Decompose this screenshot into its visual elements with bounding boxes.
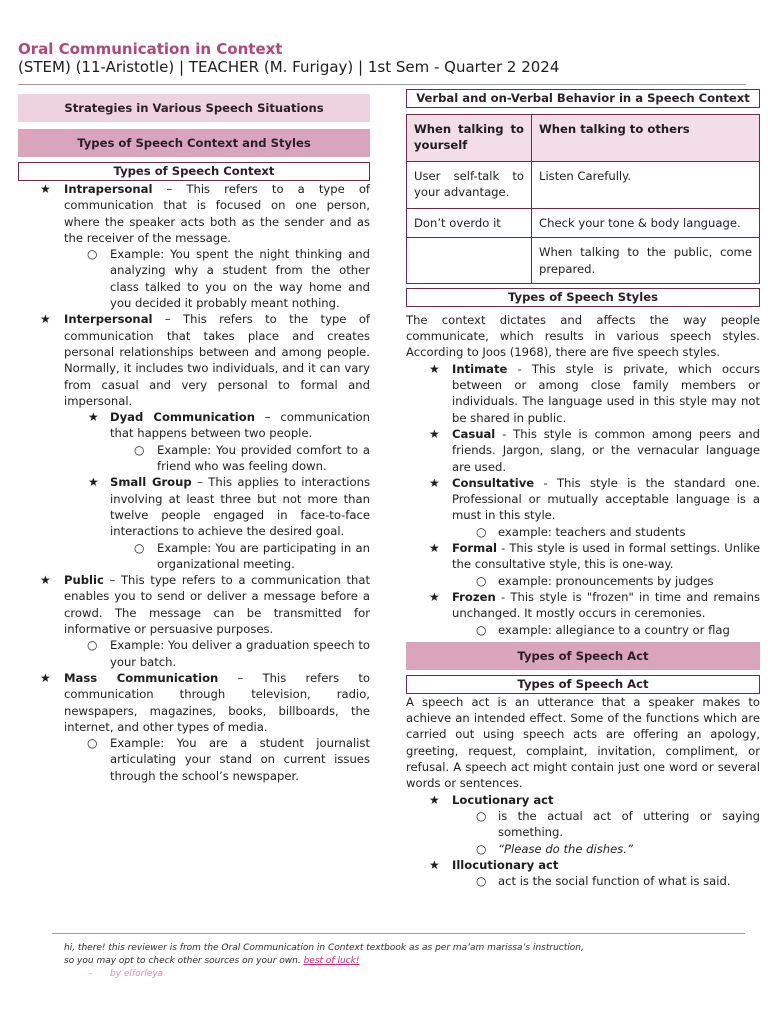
example-text: example: pronouncements by judges bbox=[498, 573, 714, 588]
behavior-table bbox=[406, 114, 760, 284]
definition: - This style is the standard one. Professional or mutually acceptable language is a must in this style. bbox=[452, 475, 760, 523]
definition-text: act is the social function of what is said. bbox=[498, 874, 731, 889]
best-of-luck-link[interactable]: best of luck! bbox=[303, 956, 360, 966]
footer-line: hi, there! this reviewer is from the Oral Communication in Context textbook as as per ma’am marissa’s instruction, bbox=[64, 943, 584, 953]
table-header-cell: When talking to yourself bbox=[407, 115, 532, 162]
definition: - This style is "frozen" in time and remains unchanged. It mostly occurs in ceremonies. bbox=[452, 589, 760, 621]
example-text: example: teachers and students bbox=[498, 524, 686, 539]
left-column bbox=[18, 94, 370, 784]
example-text: Example: You provided comfort to a friend who was feeling down. bbox=[157, 442, 370, 474]
header-divider bbox=[18, 84, 746, 85]
term: Mass Communication bbox=[64, 670, 219, 685]
list-item-example bbox=[406, 524, 760, 540]
definition: – This applies to interactions involving at least three but not more than twelve people engaged in face-to-face interactions to achieve the desired goal. bbox=[110, 475, 370, 539]
table-row bbox=[407, 162, 760, 209]
circle-bullet-icon: ○ bbox=[476, 622, 487, 637]
star-bullet-icon: ★ bbox=[40, 573, 51, 588]
footer-divider bbox=[52, 933, 745, 934]
term: Small Group bbox=[110, 475, 192, 490]
byline-dash: – bbox=[88, 969, 93, 979]
section-band-speech-act: Types of Speech Act bbox=[406, 642, 760, 670]
definition-text: is the actual act of uttering or saying something. bbox=[498, 808, 760, 840]
list-item-definition bbox=[406, 808, 760, 841]
table-cell: User self-talk to your advantage. bbox=[407, 162, 532, 209]
right-column bbox=[406, 89, 760, 889]
list-item-definition bbox=[406, 873, 760, 889]
circle-bullet-icon: ○ bbox=[476, 874, 487, 889]
list-item-example bbox=[406, 622, 760, 638]
table-header-cell: When talking to others bbox=[532, 115, 760, 162]
page-subtitle: (STEM) (11-Aristotle) | TEACHER (M. Furigay) | 1st Sem - Quarter 2 2024 bbox=[18, 58, 560, 76]
circle-bullet-icon: ○ bbox=[87, 247, 98, 262]
table-cell: Listen Carefully. bbox=[532, 162, 760, 209]
section-band-context-styles: Types of Speech Context and Styles bbox=[18, 129, 370, 157]
term: Public bbox=[64, 573, 104, 588]
circle-bullet-icon: ○ bbox=[476, 808, 487, 823]
section-band-strategies: Strategies in Various Speech Situations bbox=[18, 94, 370, 122]
table-cell: Check your tone & body language. bbox=[532, 209, 760, 238]
star-bullet-icon: ★ bbox=[429, 792, 440, 807]
definition: – This refers to the type of communication that takes place and creates personal relationships between and among people. Normally, it includes two individuals, and it can vary from casual and very personal to formal and impersonal. bbox=[64, 312, 370, 408]
list-item-locutionary bbox=[406, 792, 760, 808]
byline bbox=[88, 968, 163, 980]
term: Intrapersonal bbox=[64, 182, 153, 196]
term: Consultative bbox=[452, 475, 535, 490]
circle-bullet-icon: ○ bbox=[87, 736, 98, 751]
footer-text: so you may opt to check other sources on your own. bbox=[64, 956, 301, 966]
list-item-formal bbox=[406, 540, 760, 573]
circle-bullet-icon: ○ bbox=[476, 841, 487, 856]
footer-note bbox=[64, 942, 704, 968]
circle-bullet-icon: ○ bbox=[476, 524, 487, 539]
example-text: Example: You spent the night thinking and analyzing why a student from the other class talked to you on the way home and you decided it probably meant nothing. bbox=[110, 247, 370, 311]
list-item-intimate bbox=[406, 361, 760, 426]
definition: – communication that happens between two people. bbox=[110, 410, 370, 441]
circle-bullet-icon: ○ bbox=[87, 638, 98, 653]
star-bullet-icon: ★ bbox=[429, 857, 440, 872]
list-item-example bbox=[18, 442, 370, 475]
page-header bbox=[18, 40, 748, 77]
table-cell bbox=[407, 238, 532, 284]
speech-act-intro-paragraph: A speech act is an utterance that a speaker makes to achieve an intended effect. Some of the functions which are carried out using speech acts are offering an apology, greeting, request, complaint, invitation, compliment, or refusal. A speech act might contain just one word or several words or sentences. bbox=[406, 694, 760, 791]
definition: – This refers to a type of communication that is focused on one person, where the speaker acts both as the sender and as the receiver of the message. bbox=[64, 182, 370, 245]
box-heading-verbal-behavior: Verbal and on-Verbal Behavior in a Speech Context bbox=[406, 89, 760, 108]
table-row bbox=[407, 209, 760, 238]
circle-bullet-icon: ○ bbox=[134, 442, 145, 457]
list-item-small-group bbox=[18, 474, 370, 539]
example-text: Example: You are a student journalist articulating your stand on current issues through the school’s newspaper. bbox=[110, 736, 370, 783]
list-item-example bbox=[406, 841, 760, 857]
definition: – This refers to communication through television, radio, newspapers, magazines, books, billboards, the internet, and other types of media. bbox=[64, 670, 370, 734]
star-bullet-icon: ★ bbox=[88, 475, 99, 490]
definition: - This style is used in formal settings. Unlike the consultative style, this is one-way. bbox=[452, 541, 760, 572]
list-item-example bbox=[18, 246, 370, 311]
table-cell: When talking to the public, come prepared. bbox=[532, 238, 760, 284]
term: Intimate bbox=[452, 361, 508, 376]
list-item-dyad bbox=[18, 409, 370, 442]
page-title: Oral Communication in Context bbox=[18, 40, 283, 58]
definition: – This type refers to a communication that enables you to send or deliver a message before a crowd. The message can be transmitted for informative or persuasive purposes. bbox=[64, 573, 370, 637]
list-item-frozen bbox=[406, 589, 760, 622]
definition: - This style is common among peers and friends. Jargon, slang, or the vernacular language are used. bbox=[452, 426, 760, 474]
list-item-example bbox=[18, 637, 370, 670]
list-item-example bbox=[18, 735, 370, 784]
list-item-interpersonal bbox=[18, 311, 370, 409]
star-bullet-icon: ★ bbox=[429, 541, 440, 556]
box-heading-speech-styles: Types of Speech Styles bbox=[406, 288, 760, 307]
box-heading-speech-context: Types of Speech Context bbox=[18, 162, 370, 181]
term: Casual bbox=[452, 426, 496, 441]
star-bullet-icon: ★ bbox=[40, 182, 51, 196]
list-item-example bbox=[18, 540, 370, 573]
star-bullet-icon: ★ bbox=[88, 410, 99, 425]
term: Frozen bbox=[452, 589, 496, 604]
example-text: “Please do the dishes.” bbox=[498, 841, 633, 856]
footer-line bbox=[64, 955, 704, 968]
table-header-row bbox=[407, 115, 760, 162]
table-row bbox=[407, 238, 760, 284]
list-item-intrapersonal bbox=[18, 181, 370, 246]
list-item-casual bbox=[406, 426, 760, 475]
table-cell: Don’t overdo it bbox=[407, 209, 532, 238]
term: Interpersonal bbox=[64, 312, 153, 327]
star-bullet-icon: ★ bbox=[40, 312, 51, 327]
star-bullet-icon: ★ bbox=[429, 589, 440, 604]
star-bullet-icon: ★ bbox=[429, 361, 440, 376]
term: Locutionary act bbox=[452, 792, 554, 807]
box-heading-speech-act: Types of Speech Act bbox=[406, 675, 760, 694]
list-item-consultative bbox=[406, 475, 760, 524]
star-bullet-icon: ★ bbox=[429, 475, 440, 490]
list-item-example bbox=[406, 573, 760, 589]
styles-intro-paragraph: The context dictates and affects the way people communicate, which results in various speech styles. According to Joos (1968), there are five speech styles. bbox=[406, 312, 760, 360]
circle-bullet-icon: ○ bbox=[476, 573, 487, 588]
star-bullet-icon: ★ bbox=[40, 670, 51, 685]
term: Formal bbox=[452, 541, 498, 556]
definition: - This style is private, which occurs between or among close family members or individuals. The language used in this style may not be shared in public. bbox=[452, 361, 760, 425]
example-text: example: allegiance to a country or flag bbox=[498, 622, 730, 637]
example-text: Example: You are participating in an organizational meeting. bbox=[157, 540, 370, 571]
list-item-public bbox=[18, 572, 370, 637]
list-item-illocutionary bbox=[406, 857, 760, 873]
star-bullet-icon: ★ bbox=[429, 426, 440, 441]
byline-text: by elforleya bbox=[110, 969, 164, 979]
example-text: Example: You deliver a graduation speech to your batch. bbox=[110, 638, 370, 669]
term: Illocutionary act bbox=[452, 857, 559, 872]
circle-bullet-icon: ○ bbox=[134, 540, 145, 555]
list-item-mass-communication bbox=[18, 670, 370, 735]
term: Dyad Communication bbox=[110, 410, 255, 425]
